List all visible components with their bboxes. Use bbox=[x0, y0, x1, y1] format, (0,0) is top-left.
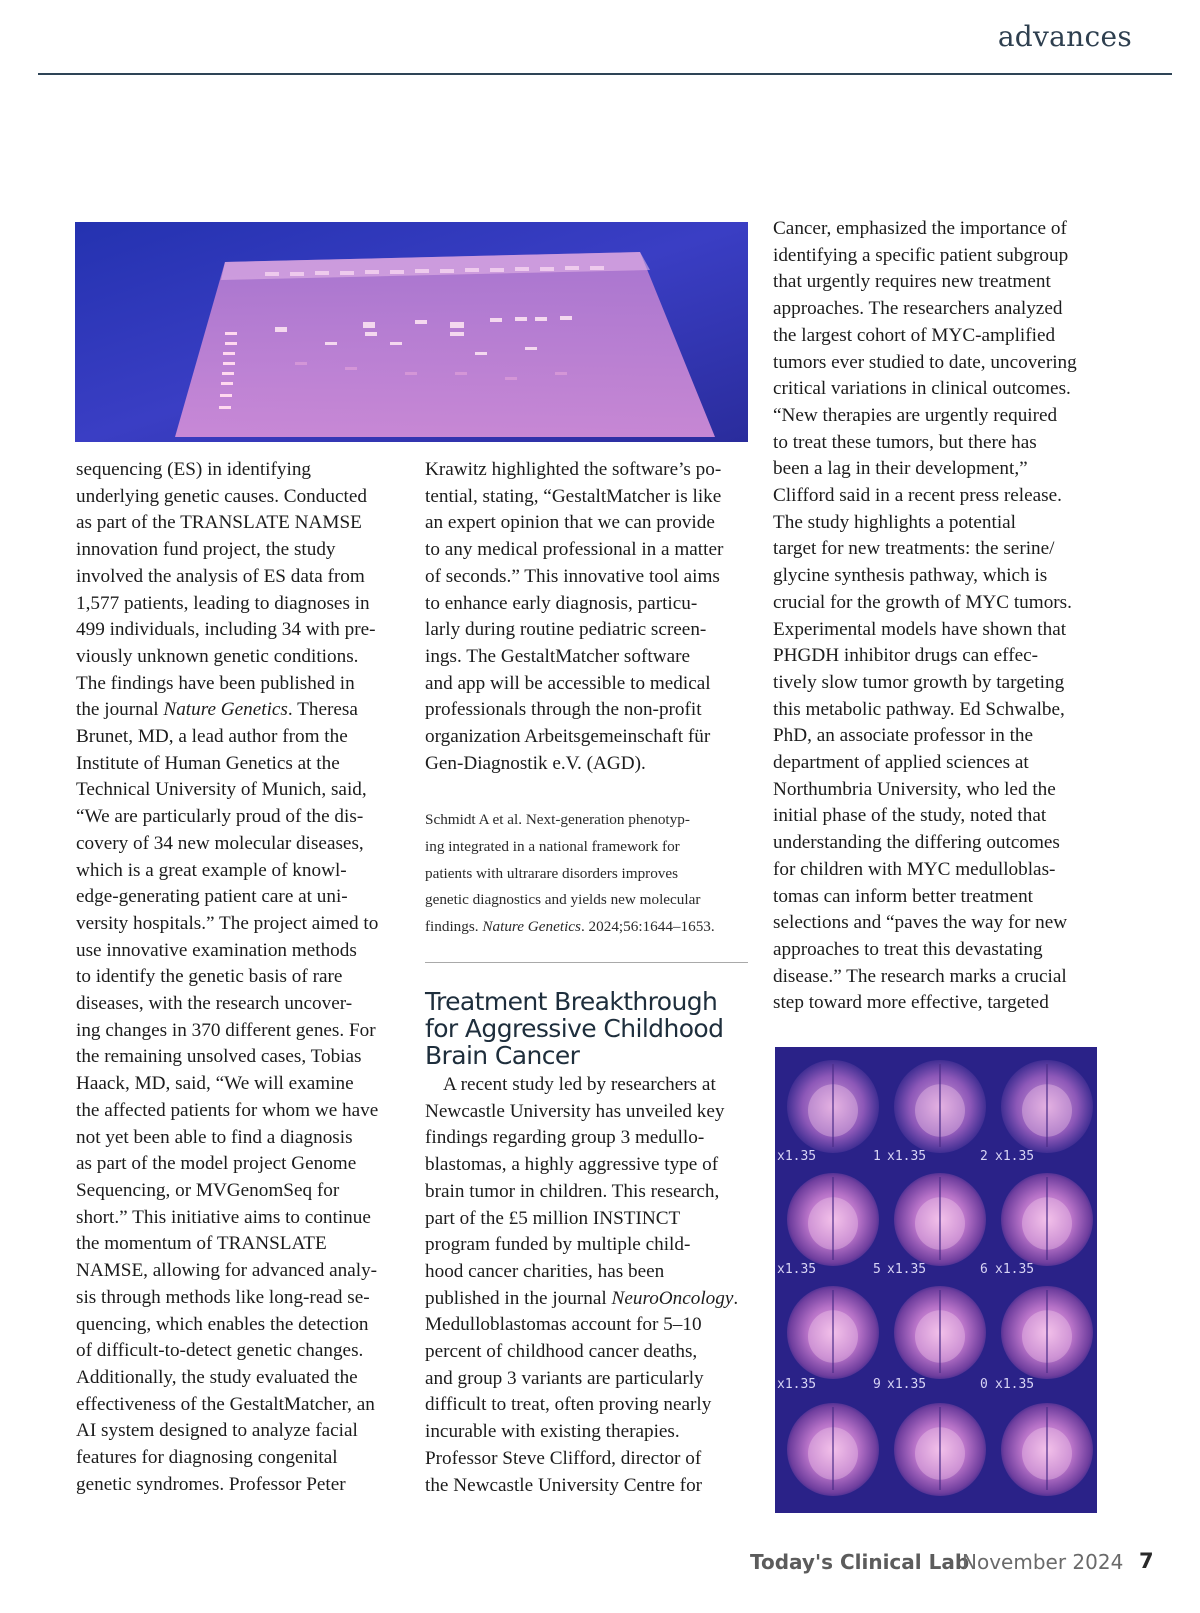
text-line: covery of 34 new molecular diseases, bbox=[76, 832, 364, 854]
text-line: target for new treatments: the serine/ bbox=[773, 538, 1055, 560]
mri-label: x1.35 bbox=[777, 1262, 817, 1277]
text-line: glycine synthesis pathway, which is bbox=[773, 565, 1048, 587]
footer-date: November 2024 bbox=[962, 1550, 1124, 1574]
text-line: disease.” The research marks a crucial bbox=[773, 965, 1067, 987]
mri-slice bbox=[787, 1060, 879, 1153]
text-line: “We are particularly proud of the dis- bbox=[76, 806, 364, 828]
text-line: the affected patients for whom we have bbox=[76, 1099, 379, 1121]
mri-label: x1.35 bbox=[995, 1262, 1035, 1277]
text-line: Cancer, emphasized the importance of bbox=[773, 218, 1067, 239]
text-line: genetic syndromes. Professor Peter bbox=[76, 1473, 346, 1495]
article1-column1 bbox=[76, 457, 406, 1498]
mri-label: x1.35 bbox=[995, 1377, 1035, 1392]
mri-slice bbox=[787, 1403, 879, 1496]
text-line: which is a great example of knowl- bbox=[76, 859, 347, 881]
text-line: sis through methods like long-read se- bbox=[76, 1286, 370, 1308]
text-line: of difficult-to-detect genetic changes. bbox=[76, 1340, 364, 1362]
text-line: for children with MYC medulloblas- bbox=[773, 858, 1056, 880]
text-line: findings regarding group 3 medullo- bbox=[425, 1127, 705, 1149]
text-line: department of applied sciences at bbox=[773, 752, 1029, 774]
article2-body bbox=[425, 1072, 755, 1499]
text-line: not yet been able to find a diagnosis bbox=[76, 1126, 353, 1148]
mri-slice bbox=[1001, 1403, 1093, 1496]
text-line: tumors ever studied to date, uncovering bbox=[773, 351, 1077, 373]
text-line: Experimental models have shown that bbox=[773, 618, 1067, 640]
text-line: The study highlights a potential bbox=[773, 511, 1017, 533]
text-line: AI system designed to analyze facial bbox=[76, 1420, 358, 1442]
text-line: the momentum of TRANSLATE bbox=[76, 1233, 327, 1255]
text-line: Gen-Diagnostik e.V. (AGD). bbox=[425, 752, 646, 774]
mri-slice bbox=[787, 1173, 879, 1266]
journal-name: Nature Genetics bbox=[163, 699, 288, 721]
text-line: approaches to treat this devastating bbox=[773, 938, 1043, 960]
citation bbox=[425, 807, 755, 941]
brain-mri-image bbox=[775, 1047, 1097, 1513]
mri-slice bbox=[894, 1060, 986, 1153]
text-line: tomas can inform better treatment bbox=[773, 885, 1033, 907]
journal-line: published in the journal NeuroOncology. bbox=[425, 1287, 739, 1309]
mri-label: x1.35 bbox=[777, 1149, 817, 1164]
text-line: underlying genetic causes. Conducted bbox=[76, 485, 367, 507]
text-line: step toward more effective, targeted bbox=[773, 992, 1049, 1014]
text-line: effectiveness of the GestaltMatcher, an bbox=[76, 1393, 375, 1415]
text-line: PHGDH inhibitor drugs can effec- bbox=[773, 645, 1039, 667]
mri-label: 5 bbox=[873, 1262, 881, 1277]
text-line: Clifford said in a recent press release. bbox=[773, 485, 1062, 507]
text-line: Brunet, MD, a lead author from the bbox=[76, 726, 348, 748]
text-line: and app will be accessible to medical bbox=[425, 672, 711, 694]
gel-electrophoresis-image bbox=[75, 222, 748, 442]
text-line: ing integrated in a national framework for bbox=[425, 837, 680, 855]
text-line: to any medical professional in a matter bbox=[425, 539, 724, 561]
mri-slice bbox=[787, 1286, 879, 1379]
text-line: Technical University of Munich, said, bbox=[76, 779, 367, 801]
text-line: as part of the TRANSLATE NAMSE bbox=[76, 512, 362, 534]
mri-label: x1.35 bbox=[777, 1377, 817, 1392]
section-label: advances bbox=[997, 20, 1132, 53]
text-line: innovation fund project, the study bbox=[76, 539, 336, 561]
mri-slice bbox=[894, 1286, 986, 1379]
mri-slice bbox=[1001, 1060, 1093, 1153]
journal-line: the journal Nature Genetics. Theresa bbox=[76, 699, 358, 721]
text-line: viously unknown genetic conditions. bbox=[76, 645, 359, 667]
article-divider bbox=[425, 962, 748, 963]
text-line: NAMSE, allowing for advanced analy- bbox=[76, 1260, 378, 1282]
text-line: that urgently requires new treatment bbox=[773, 271, 1051, 293]
mri-slice bbox=[894, 1173, 986, 1266]
text-line: the largest cohort of MYC-amplified bbox=[773, 324, 1056, 346]
journal-name: NeuroOncology bbox=[611, 1287, 734, 1309]
mri-slice bbox=[894, 1403, 986, 1496]
text-line: percent of childhood cancer deaths, bbox=[425, 1341, 698, 1363]
text-line: incurable with existing therapies. bbox=[425, 1421, 680, 1443]
text-line: identifying a specific patient subgroup bbox=[773, 244, 1069, 266]
footer-publication: Today's Clinical Lab bbox=[750, 1550, 970, 1574]
text-line: ings. The GestaltMatcher software bbox=[425, 645, 690, 667]
text-line: brain tumor in children. This research, bbox=[425, 1180, 720, 1202]
text-line: organization Arbeitsgemeinschaft für bbox=[425, 726, 711, 748]
text-line: diseases, with the research uncover- bbox=[76, 993, 353, 1015]
text-line: Additionally, the study evaluated the bbox=[76, 1366, 358, 1388]
text-line: Schmidt A et al. Next-generation phenotyp- bbox=[425, 811, 690, 828]
text-line: Newcastle University has unveiled key bbox=[425, 1100, 725, 1122]
text-line: sequencing (ES) in identifying bbox=[76, 459, 312, 480]
citation-journal: Nature Genetics bbox=[482, 918, 581, 936]
text-line: Medulloblastomas account for 5–10 bbox=[425, 1314, 702, 1336]
article1-column2 bbox=[425, 457, 755, 777]
text-line: this metabolic pathway. Ed Schwalbe, bbox=[773, 698, 1065, 720]
text-line: Northumbria University, who led the bbox=[773, 778, 1056, 800]
article2-column3 bbox=[773, 216, 1113, 1017]
text-line: A recent study led by researchers at bbox=[443, 1074, 716, 1095]
text-line: the Newcastle University Centre for bbox=[425, 1474, 703, 1496]
text-line: “New therapies are urgently required bbox=[773, 404, 1058, 426]
text-line: versity hospitals.” The project aimed to bbox=[76, 912, 379, 934]
text-line: initial phase of the study, noted that bbox=[773, 805, 1047, 827]
headline-line: for Aggressive Childhood bbox=[425, 1014, 724, 1043]
mri-label: 9 bbox=[873, 1377, 881, 1392]
text-line: hood cancer charities, has been bbox=[425, 1260, 665, 1282]
mri-label: x1.35 bbox=[887, 1377, 927, 1392]
mri-label: 1 bbox=[873, 1149, 881, 1164]
mri-slice bbox=[1001, 1173, 1093, 1266]
text-line: the remaining unsolved cases, Tobias bbox=[76, 1046, 362, 1068]
mri-slice bbox=[1001, 1286, 1093, 1379]
headline-line: Treatment Breakthrough bbox=[425, 987, 718, 1016]
text-line: involved the analysis of ES data from bbox=[76, 565, 365, 587]
text-line: The findings have been published in bbox=[76, 672, 355, 694]
text-line: an expert opinion that we can provide bbox=[425, 512, 715, 534]
mri-label: 0 bbox=[980, 1377, 988, 1392]
text-line: use innovative examination methods bbox=[76, 939, 357, 961]
citation-line: findings. Nature Genetics. 2024;56:1644–1653. bbox=[425, 918, 715, 936]
text-line: Sequencing, or MVGenomSeq for bbox=[76, 1179, 340, 1201]
text-line: approaches. The researchers analyzed bbox=[773, 298, 1063, 320]
text-line: Institute of Human Genetics at the bbox=[76, 752, 340, 774]
text-line: difficult to treat, often proving nearly bbox=[425, 1394, 712, 1416]
text-line: professionals through the non-profit bbox=[425, 699, 702, 721]
text-line: as part of the model project Genome bbox=[76, 1153, 357, 1175]
text-line: to treat these tumors, but there has bbox=[773, 431, 1037, 453]
text-line: edge-generating patient care at uni- bbox=[76, 886, 348, 908]
text-line: of seconds.” This innovative tool aims bbox=[425, 565, 720, 587]
text-line: to enhance early diagnosis, particu- bbox=[425, 592, 698, 614]
mri-label: x1.35 bbox=[995, 1149, 1035, 1164]
page-number: 7 bbox=[1139, 1549, 1154, 1573]
text-line: genetic diagnostics and yields new molecular bbox=[425, 891, 701, 909]
text-line: patients with ultrarare disorders improves bbox=[425, 864, 679, 882]
gel-electrophoresis-icon bbox=[75, 222, 748, 442]
text-line: PhD, an associate professor in the bbox=[773, 725, 1034, 747]
text-line: Haack, MD, said, “We will examine bbox=[76, 1073, 354, 1095]
text-line: to identify the genetic basis of rare bbox=[76, 966, 343, 988]
text-line: blastomas, a highly aggressive type of bbox=[425, 1154, 719, 1176]
text-line: part of the £5 million INSTINCT bbox=[425, 1207, 681, 1229]
text-line: tential, stating, “GestaltMatcher is like bbox=[425, 485, 722, 507]
text-line: Professor Steve Clifford, director of bbox=[425, 1447, 702, 1469]
text-line: understanding the differing outcomes bbox=[773, 832, 1060, 854]
header-rule bbox=[38, 73, 1172, 75]
text-line: ing changes in 370 different genes. For bbox=[76, 1019, 376, 1041]
brain-mri-icon bbox=[775, 1047, 1097, 1513]
text-line: short.” This initiative aims to continue bbox=[76, 1206, 371, 1228]
text-line: and group 3 variants are particularly bbox=[425, 1367, 704, 1389]
text-line: Krawitz highlighted the software’s po- bbox=[425, 459, 722, 480]
text-line: been a lag in their development,” bbox=[773, 458, 1028, 480]
text-line: 499 individuals, including 34 with pre- bbox=[76, 619, 376, 641]
mri-label: 2 bbox=[980, 1149, 988, 1164]
text-line: tively slow tumor growth by targeting bbox=[773, 671, 1065, 693]
article2-headline bbox=[425, 988, 755, 1069]
text-line: program funded by multiple child- bbox=[425, 1234, 691, 1256]
mri-label: x1.35 bbox=[887, 1262, 927, 1277]
text-line: 1,577 patients, leading to diagnoses in bbox=[76, 592, 370, 614]
text-line: larly during routine pediatric screen- bbox=[425, 619, 707, 641]
text-line: crucial for the growth of MYC tumors. bbox=[773, 591, 1072, 613]
text-line: selections and “paves the way for new bbox=[773, 912, 1068, 934]
text-line: critical variations in clinical outcomes. bbox=[773, 378, 1071, 400]
text-line: quencing, which enables the detection bbox=[76, 1313, 369, 1335]
text-line: features for diagnosing congenital bbox=[76, 1447, 338, 1469]
mri-label: x1.35 bbox=[887, 1149, 927, 1164]
headline-line: Brain Cancer bbox=[425, 1041, 580, 1070]
mri-label: 6 bbox=[980, 1262, 988, 1277]
